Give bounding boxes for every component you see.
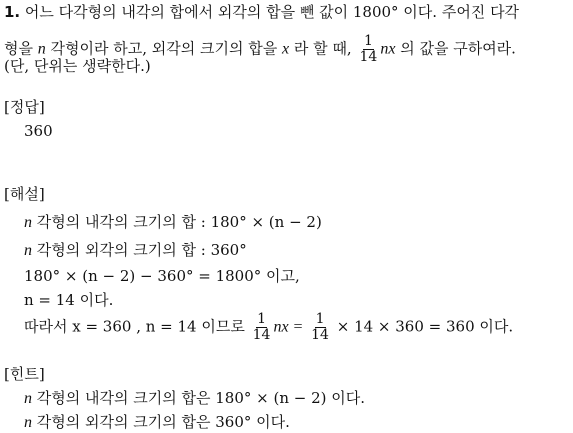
expression-nx: nx =	[273, 318, 304, 336]
fraction-numerator: 1	[315, 311, 325, 327]
hint-text-1: 각형의 내각의 크기의 합은 180° × (n − 2) 이다.	[36, 389, 366, 407]
problem-number: 1.	[4, 3, 21, 21]
problem-text-2b: 각형이라 하고, 외각의 크기의 합을	[50, 39, 278, 58]
var-n: n	[24, 390, 32, 407]
solution-line-5	[24, 312, 513, 343]
fraction-one-fourteenth	[358, 34, 378, 65]
problem-text-2c: 라 할 때,	[293, 39, 352, 58]
fraction-one-fourteenth	[252, 312, 272, 343]
solution-line-1	[24, 212, 322, 233]
problem-text-2d: 의 값을 구하여라.	[400, 39, 516, 58]
var-n: n	[24, 242, 32, 259]
solution-line-4: n = 14 이다.	[24, 291, 114, 309]
hint-line-2	[24, 412, 290, 433]
hint-text-2: 각형의 외각의 크기의 합은 360° 이다.	[36, 413, 290, 431]
problem-line-3: (단, 단위는 생략한다.)	[4, 57, 151, 75]
fraction-denominator: 14	[311, 327, 329, 343]
var-n: n	[24, 214, 32, 231]
fraction-numerator: 1	[257, 311, 266, 327]
fraction-one-fourteenth	[310, 312, 330, 343]
answer-value: 360	[24, 122, 53, 140]
problem-text-2a: 형을	[4, 39, 33, 58]
hint-heading: [힌트]	[4, 365, 45, 383]
solution-heading: [해설]	[4, 185, 45, 203]
fraction-denominator: 14	[252, 327, 271, 343]
problem-text-1: 어느 다각형의 내각의 합에서 외각의 합을 뺀 값이 1800° 이다. 주어진 다각	[24, 3, 520, 21]
solution-text-5a: 따라서 x = 360 , n = 14 이므로	[24, 317, 245, 336]
expression-nx: nx	[380, 40, 396, 58]
solution-line-2	[24, 240, 247, 261]
solution-text-2: 각형의 외각의 크기의 합 : 360°	[36, 241, 247, 259]
solution-text-1: 각형의 내각의 크기의 합 : 180° × (n − 2)	[36, 213, 322, 231]
fraction-numerator: 1	[363, 33, 373, 49]
var-n: n	[37, 40, 46, 58]
var-x: x	[282, 40, 290, 58]
solution-text-5b: × 14 × 360 = 360 이다.	[336, 317, 514, 336]
problem-line-1	[4, 2, 519, 22]
hint-line-1	[24, 388, 365, 409]
var-n: n	[24, 414, 32, 431]
answer-heading: [정답]	[4, 98, 45, 116]
fraction-denominator: 14	[359, 49, 378, 65]
solution-line-3: 180° × (n − 2) − 360° = 1800° 이고,	[24, 267, 300, 285]
